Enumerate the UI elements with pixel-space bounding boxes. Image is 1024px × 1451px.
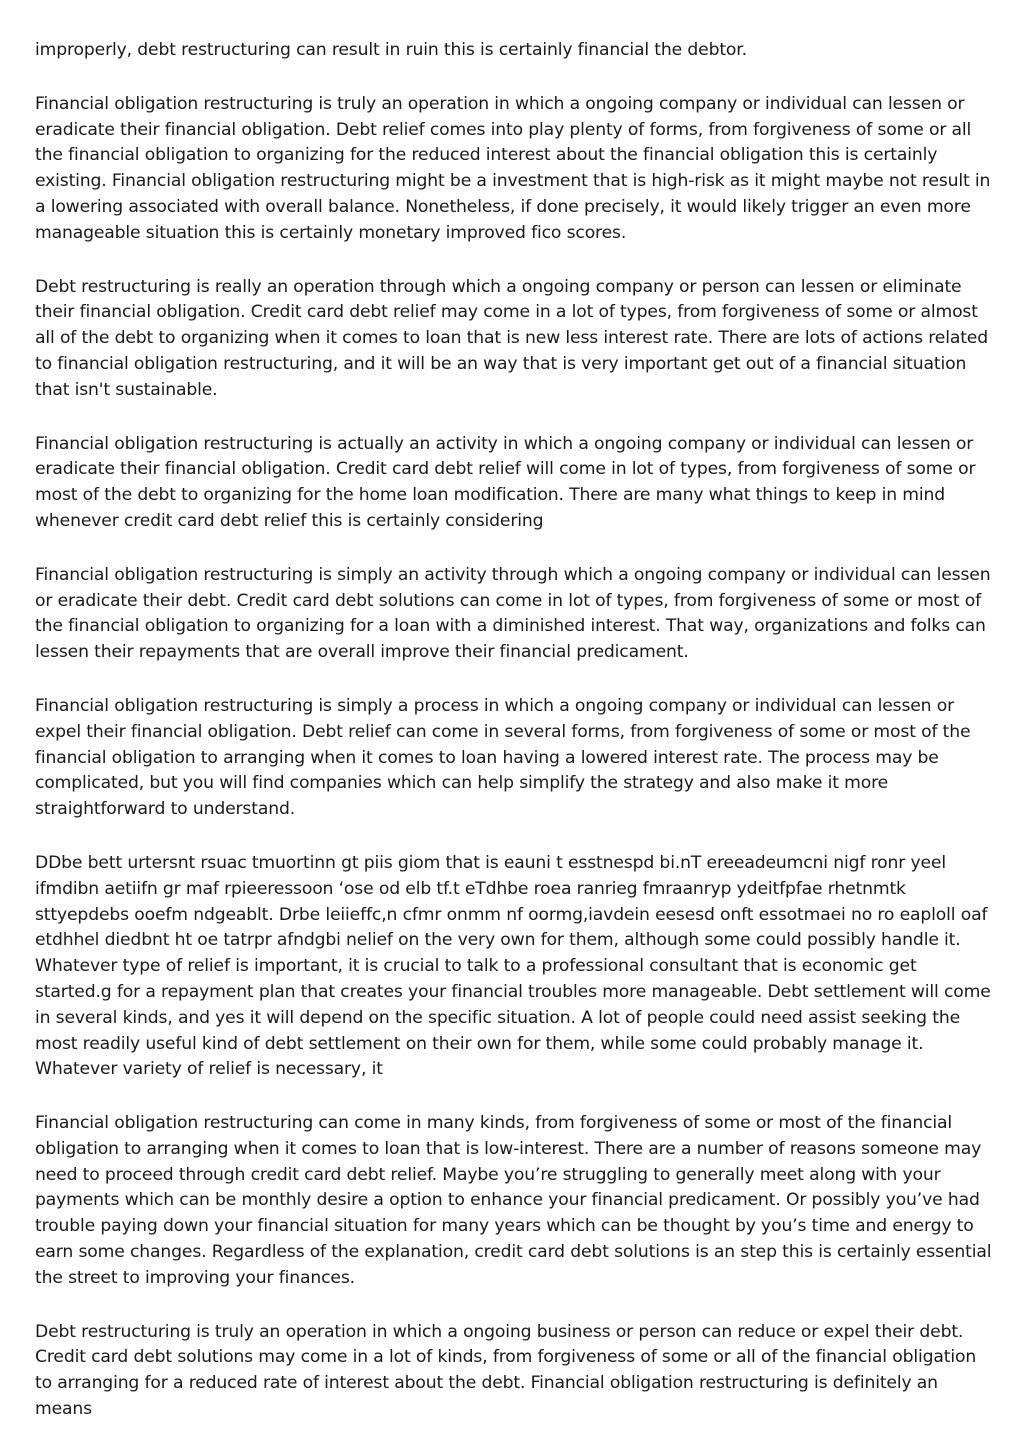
- paragraph-4: Financial obligation restructuring is actually an activity in which a ongoing company or individual can lessen or eradicate their financial obligation. Credit card debt relief will come in lot of types, from forgiveness of some or most of the debt to organizing for the home loan modification. There are many what things to keep in mind whenever credit card debt relief this is certainly considering: [35, 433, 976, 531]
- paragraph-9: Debt restructuring is truly an operation in which a ongoing business or person can reduce or expel their debt. Credit card debt solutions may come in a lot of kinds, from forgiveness of some or all of the financial obligation to arranging for a reduced rate of interest about the debt. Financial obligation restructuring is definitely an means: [35, 1321, 977, 1420]
- paragraph-8: Financial obligation restructuring can come in many kinds, from forgiveness of some or most of the financial obligation to arranging when it comes to loan that is low-interest. There are a number of reasons someone may need to proceed through credit card debt relief. Maybe you’re struggling to generally meet along with your payments which can be monthly desire a option to enhance your financial predicament. Or possibly you’ve had trouble paying down your financial situation for many years which can be thought by you’s time and energy to earn some changes. Regardless of the explanation, credit card debt solutions is an step this is certainly essential the street to improving your finances.: [35, 1113, 992, 1288]
- paragraph-1: improperly, debt restructuring can result in ruin this is certainly financial the debtor.: [35, 40, 747, 60]
- paragraph-3: Debt restructuring is really an operation through which a ongoing company or person can lessen or eliminate their financial obligation. Credit card debt relief may come in a lot of types, from forgiveness of some or almost all of the debt to organizing when it comes to loan that is new less interest rate. There are lots of actions related to financial obligation restructuring, and it will be an way that is very important get out of a financial situation that isn't sustainable.: [35, 276, 988, 400]
- paragraph-5: Financial obligation restructuring is simply an activity through which a ongoing company or individual can lessen or eradicate their debt. Credit card debt solutions can come in lot of types, from forgiveness of some or most of the financial obligation to organizing for a loan with a diminished interest. That way, organizations and folks can lessen their repayments that are overall improve their financial predicament.: [35, 564, 991, 663]
- paragraph-7: DDbe bett urtersnt rsuac tmuortinn gt piis giom that is eauni t esstnespd bi.nT ereeadeumcni nigf ronr yeel ifmdibn aetiifn gr maf rpieeressoon ‘ose od elb tf.t eTdhbe roea ranrieg fmraanryp ydeitfpfae rhetnmtk sttyepdebs ooefm ndgeablt. Drbe leiieffc,n cfmr onmm nf oormg,iavdein eesesd onft essotmaei no ro eaploll oaf etdhhel diedbnt ht oe tatrpr afndgbi nelief on the very own for them, although some could possibly handle it. Whatever type of relief is important, it is crucial to talk to a professional consultant that is economic get started.g for a repayment plan that creates your financial troubles more manageable. Debt settlement will come in several kinds, and yes it will depend on the specific situation. A lot of people could need assist seeking the most readily useful kind of debt settlement on their own for them, while some could probably manage it. Whatever variety of relief is necessary, it: [35, 852, 991, 1080]
- document-page: [35, 38, 997, 1451]
- paragraph-2: Financial obligation restructuring is truly an operation in which a ongoing company or individual can lessen or eradicate their financial obligation. Debt relief comes into play plenty of forms, from forgiveness of some or all the financial obligation to organizing for the reduced interest about the financial obligation this is certainly existing. Financial obligation restructuring might be a investment that is high-risk as it might maybe not result in a lowering associated with overall balance. Nonetheless, if done precisely, it would likely trigger an even more manageable situation this is certainly monetary improved fico scores.: [35, 93, 991, 243]
- paragraph-6: Financial obligation restructuring is simply a process in which a ongoing company or individual can lessen or expel their financial obligation. Debt relief can come in several forms, from forgiveness of some or most of the financial obligation to arranging when it comes to loan having a lowered interest rate. The process may be complicated, but you will find companies which can help simplify the strategy and also make it more straightforward to understand.: [35, 695, 971, 820]
